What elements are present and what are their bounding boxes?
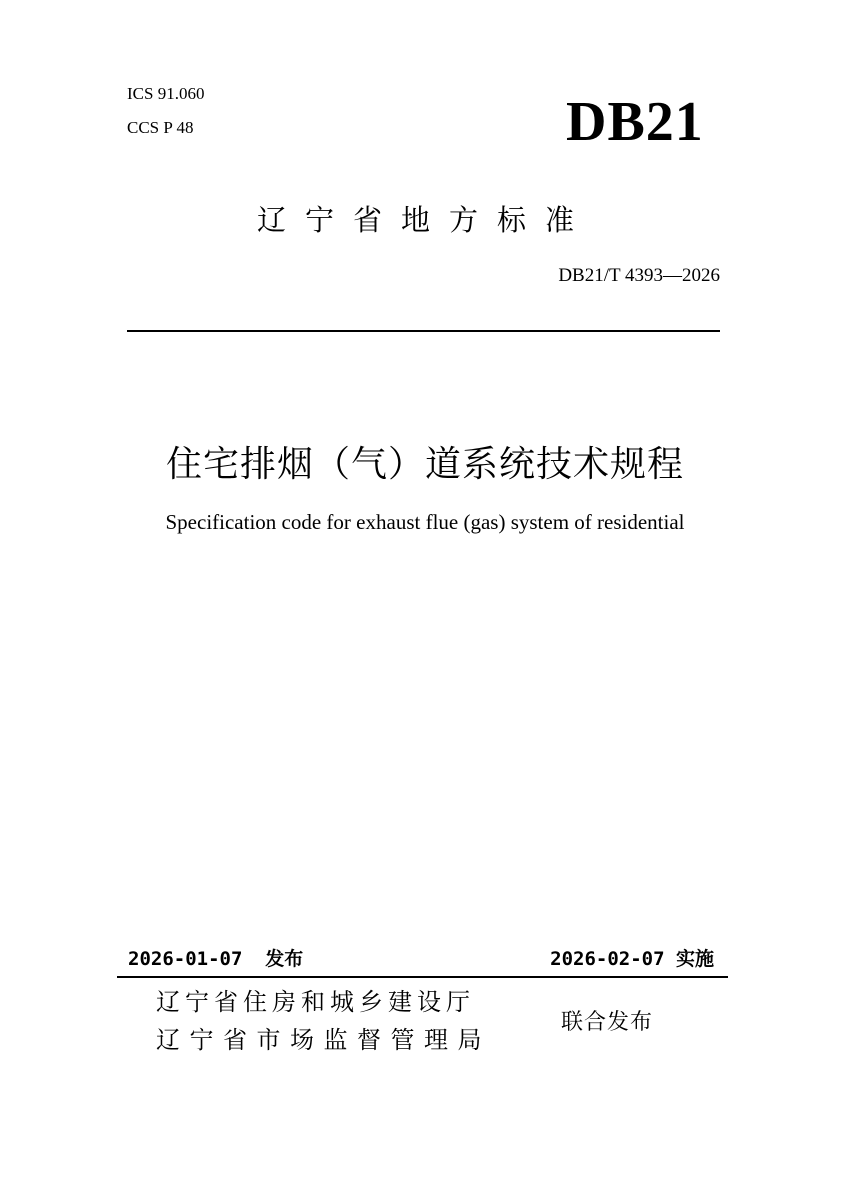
- document-title-en: Specification code for exhaust flue (gas) system of residential: [165, 510, 685, 534]
- ccs-code: CCS P 48: [127, 118, 194, 137]
- joint-issue-label: 联合发布: [561, 1010, 654, 1035]
- issuer-housing-department: 辽宁省住房和城乡建设厅: [156, 988, 475, 1016]
- standard-mark: DB21: [566, 91, 704, 153]
- standard-category: 辽宁省地方标准: [256, 203, 593, 237]
- standard-number: DB21/T 4393—2026: [558, 265, 720, 286]
- header-divider: [127, 330, 720, 332]
- implementation-date: 2026-02-07 实施: [550, 948, 714, 970]
- issue-date: 2026-01-07 发布: [128, 948, 304, 970]
- document-title-zh: 住宅排烟（气）道系统技术规程: [165, 444, 684, 485]
- footer-divider: [117, 976, 728, 978]
- ics-code: ICS 91.060: [127, 84, 205, 103]
- issuer-market-regulation-bureau: 辽宁省市场监督管理局: [156, 1026, 491, 1054]
